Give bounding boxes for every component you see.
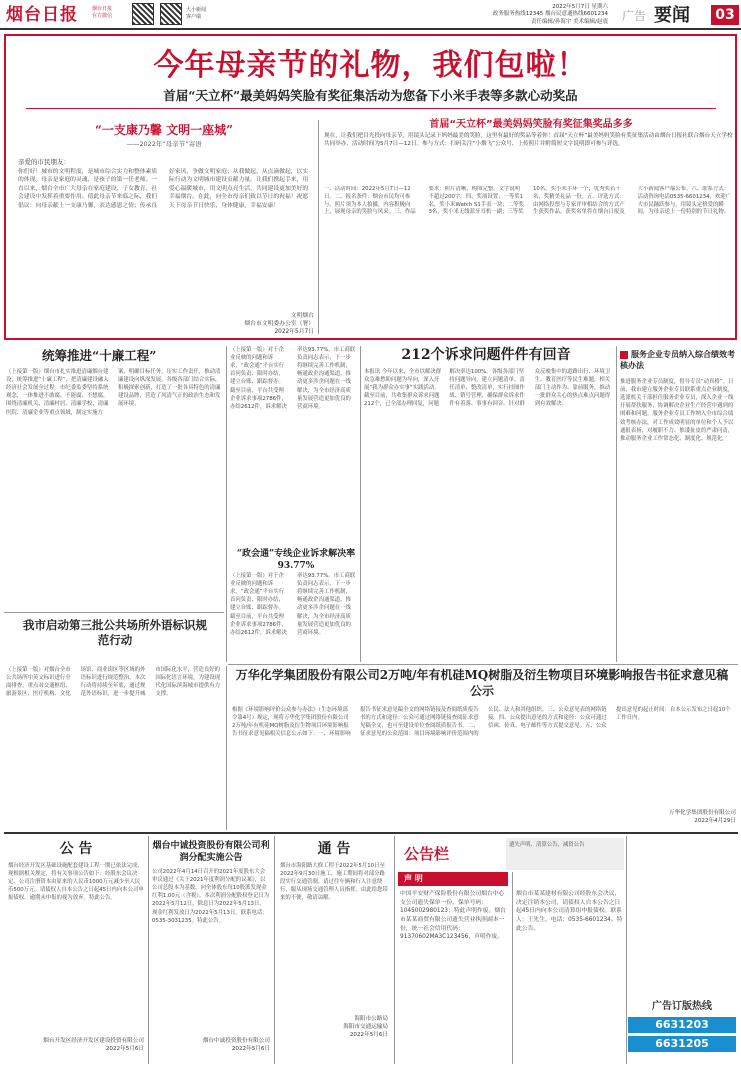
- notice-body: 烟台经济开发区基础设施配套建设工程一期已依法完成，现根据相关规定，将有关事项公告如下：经股东会议决定，公司注册资本由原来的人民币1000万元减少至人民币500万元。请债权人自本公告之日起45日内向本公司申报债权，逾期未申报的视为放弃。特此公告。: [8, 863, 144, 902]
- story-body: （上接第一版）对于企业反映的问题和诉求，“政会通”平台实行首问负责、限时办结，建立台账、跟踪督办。截至目前，平台共受理企业诉求事项2786件，办结2612件，诉求解决率达93.77%。市工商联负责同志表示，下一步将继续完善工作机制，畅通政企沟通渠道，推动更多涉企问题在一线解决，为全市经济高质量发展营造更加优良的营商环境。: [230, 347, 356, 410]
- divider: [4, 612, 224, 613]
- section-name: 要闻: [654, 5, 690, 26]
- hotline-number: 6631205: [628, 1036, 736, 1052]
- bullet-icon: [620, 351, 628, 359]
- declaration-header: 声 明: [398, 872, 508, 886]
- notice-body: 公司2022年4月14日召开的2021年度股东大会审议通过《关于2021年度利润分配的议案》，以公司总股本为基数，向全体股东每10股派发现金红利1.00元（含税）。本次利润分配股权登记日为2022年5月12日，除息日为2022年5月13日，现金红利发放日为2022年5月13日。联系电话：0535-3031235。特此公告。: [152, 869, 270, 924]
- announcement-signature: 万华化学集团股份有限公司 2022年4月29日: [668, 810, 736, 824]
- contest-intro: 现在，让我们把目光投向母亲节，用镜头记录下妈妈最美的笑脸。这里有最好的奖品等着你！首届“天立杯”最美妈妈笑脸有奖征集活动由烟台日报社联合烟台天立学校共同举办，活动时间为5月7日—12日。参与方式：扫码关注“小烟飞”公众号，上传照片并附简短文字说明即可参与评选。: [324, 133, 733, 148]
- divider: [616, 346, 617, 662]
- masthead: [0, 0, 741, 30]
- notice-body: 烟台市海阳路大修工程于2022年5月10日至2022年9月30日施工，施工期间将对部分路段实行交通管制。请过往车辆和行人注意绕行，服从现场交通管理人员指挥。由此给您带来的不便，敬请谅解。: [280, 863, 388, 902]
- newspaper-logo: 烟台日报: [6, 5, 78, 25]
- story-title: 我市启动第三批公共场所外语标识规范行动: [23, 618, 207, 647]
- divider: [26, 108, 716, 109]
- bulletin-subtitle: 遗失声明、清算公告、减资公告: [506, 838, 624, 870]
- ad-tag: 广告: [622, 9, 647, 23]
- contest-body: 一、活动时间：2022年5月7日—12日。二、报名条件：烟台市民均可参与，照片须为本人拍摄，内容积极向上，展现母亲的笑脸与风采。三、作品要求：照片清晰，构图完整，文字说明不超过200字。四、奖项设置：一等奖1名，奖小米Watch S1手表一块；二等奖3名，奖小米无线蓝牙耳机一副；三等奖10名，奖小米手环一个；优秀奖若干名，奖精美礼品一份。五、评选方式：由网络投票与专家评审相结合的方式产生获奖作品，获奖名单将在烟台日报及大小新闻客户端公布。六、联系方式：活动咨询电话0535-6601234，欢迎广大市民踊跃参与，用镜头定格爱的瞬间，为母亲送上一份特别的节日礼物。: [324, 186, 732, 216]
- story-body: 推进服务企业专员制度，督导专员“动真格”。日前，我市建立服务企业专员联系重点企业制度，选派机关干部担任服务企业专员，深入企业一线开展帮扶服务，协调解决企业生产经营中遇到的困难和问题。服务企业专员工作纳入全市综合绩效考核办法，对工作成效明显的单位和个人予以通报表扬，对履职不力、推诿扯皮的严肃问责，推动服务企业工作常态化、制度化、规范化。: [620, 379, 734, 442]
- bulletin-title: 公告栏: [404, 845, 450, 863]
- story-body: （上接第一版）对烟台全市公共场所中英文标识进行全面排查，重点对交通枢纽、旅游景区、医疗机构、文化场馆、商业街区等区域的外语标识进行规范整治。本次行动将持续至年底，通过规范外语标识，进一步提升城市国际化水平，营造良好的国际化语言环境，为建设现代化国际滨海城市提供有力支撑。: [6, 667, 221, 698]
- poem-title: “一支康乃馨 文明一座城”: [95, 123, 233, 137]
- declaration-body: 中国平安财产保险股份有限公司烟台中心支公司遗失保单一份，保单号码：1045002980123；特此声明作废。烟台市某某商贸有限公司遗失营业执照副本一份，统一社会信用代码：91370602MA3C123456，声明作废。: [400, 891, 506, 941]
- poem-signature: 文明烟台 烟台市文明委办公室（署） 2022年5月7日: [244, 313, 314, 336]
- page-number: 03: [711, 5, 739, 25]
- story-body: 本报讯 今年以来，全市以解决群众急难愁盼问题为导向，深入开展“我为群众办实事”实践活动。截至目前，共收集群众诉求问题212个，已全部办理回复，问题解决率达100%。各级各部门坚持问题导向，建立问题清单、责任清单、整改清单，实行挂图作战、销号管理，确保群众诉求件件有着落、事事有回音。针对群众反映集中的道路出行、环境卫生、教育医疗等民生难题，相关部门主动作为、靠前服务，推动一批群众关心的热点难点问题得到有效解决。: [364, 369, 611, 408]
- qr-code-icon: [160, 3, 182, 25]
- story-body: （上接第一版）对于企业反映的问题和诉求，“政会通”平台实行首问负责、限时办结，建立台账、跟踪督办。截至目前，平台共受理企业诉求事项2786件，办结2612件，诉求解决率达93.77%。市工商联负责同志表示，下一步将继续完善工作机制，畅通政企沟通渠道，推动更多涉企问题在一线解决，为全市经济高质量发展营造更加优良的营商环境。: [230, 573, 356, 636]
- story-title: “政会通”专线企业诉求解决率93.77%: [236, 549, 356, 572]
- date-block: 2022年5月7日 星期六 政务服务热线12345 烟台民意通热线6601234 责任编辑/孙海宇 美术编辑/赵震: [492, 4, 608, 25]
- divider: [274, 836, 275, 1064]
- divider: [148, 836, 149, 1064]
- notice-title: 烟台中诚投资股份有限公司利润分配实施公告: [152, 841, 270, 864]
- hotline-label: 广告订版热线: [652, 1001, 712, 1012]
- notice-title: 公 告: [59, 841, 93, 857]
- story-title: 服务企业专员纳入综合绩效考核办法: [620, 350, 735, 370]
- story-body: （上接第一版）烟台市扎实推进清廉烟台建设，统筹推进“十廉工程”，把清廉建设融入经济社会发展全过程。市纪委监委坚持系统观念，一体推进不敢腐、不能腐、不想腐，围绕清廉机关、清廉村居、清廉学校、清廉医院、清廉企业等重点领域，制定实施方案，明确目标任务，压实工作责任，推动清廉建设向纵深发展。各级各部门结合实际，积极探索创新，打造了一批各具特色的清廉建设品牌，营造了风清气正的政治生态和发展环境。: [6, 369, 221, 416]
- divider: [626, 836, 627, 1064]
- divider: [228, 664, 738, 665]
- notice-title: 通 告: [317, 841, 351, 857]
- poem-body: 你们好！城市的文明程度，是城市综合实力和整体素质的体现。母亲是家庭的灵魂，是孩子的第一任老师。一直以来，烟台全市广大母亲在家庭建设、子女教育、社会建设中发挥着重要作用。值此母亲节来临之际，我们倡议：向母亲献上一支康乃馨，表达感恩之情；传承良好家风，争做文明家庭；从我做起，从点滴做起，以实际行动为文明城市建设贡献力量。让我们携起手来，用爱心温暖城市，用文明点亮生活，共同建设更加美好的幸福烟台。在此，向全市母亲们致以节日的祝福！祝愿天下母亲节日快乐，身体健康，幸福安康！: [18, 169, 309, 209]
- ad-hotline: [628, 1000, 736, 1052]
- hotline-number: 6631203: [628, 1017, 736, 1033]
- divider: [360, 346, 361, 662]
- announcement-title: 万华化学集团股份有限公司2万吨/年有机硅MQ树脂及衍生物项目环境影响报告书征求意见稿公示: [235, 668, 729, 698]
- story-title: 统筹推进“十廉工程”: [42, 348, 157, 363]
- mothers-day-feature: [4, 34, 737, 340]
- poem-subtitle: ——2022年“母亲节”寄语: [126, 140, 202, 148]
- poem-greeting: 亲爱的市民朋友：: [18, 158, 70, 166]
- feature-subtitle: 首届“天立杯”最美妈妈笑脸有奖征集活动为您备下小米手表等多款心动奖品: [163, 88, 578, 103]
- app-qr-label: 大小新闻 客户端: [186, 7, 207, 20]
- qr-code-icon: [132, 3, 154, 25]
- contest-title: 首届“天立杯”最美妈妈笑脸有奖征集奖品多多: [429, 119, 633, 130]
- notice-signature: 烟台开发区经济开发区建设投资有限公司 2022年5月6日: [43, 1038, 144, 1052]
- divider: [226, 666, 227, 830]
- divider: [394, 836, 395, 1064]
- logo-subtitle: 烟台日报 官方微信: [92, 6, 113, 19]
- feature-title: 今年母亲节的礼物，我们包啦！: [153, 48, 588, 83]
- story-title: 212个诉求问题件件有回音: [401, 347, 571, 363]
- bulletin-banner: [398, 838, 508, 870]
- divider: [318, 120, 319, 334]
- liquidation-body: 烟台市某某建材有限公司经股东会决议，决定注销本公司，请债权人自本公告之日起45日内向本公司清算组申报债权。联系人：王先生，电话：0535-6601234。特此公告。: [516, 891, 623, 932]
- divider: [226, 346, 227, 662]
- notice-signature: 烟台中诚投资股份有限公司 2022年5月6日: [202, 1038, 270, 1052]
- divider: [4, 832, 738, 834]
- divider: [512, 872, 513, 1064]
- announcement-body: 根据《环境影响评价公众参与办法》（生态环境部令第4号）规定，现将万华化学集团股份有限公司2万吨/年有机硅MQ树脂及衍生物项目环境影响报告书征求意见稿相关信息公示如下：一、环境影响报告书征求意见稿全文的网络链接及查阅纸质报告书的方式和途径：公众可通过网络链接查阅征求意见稿全文，也可至建设单位查阅纸质报告书。二、征求意见的公众范围：项目环境影响评价范围内的公民、法人和其他组织。三、公众意见表的网络链接。四、公众提出意见的方式和途径：公众可通过信函、传真、电子邮件等方式提交意见。五、公众提出意见的起止时间：自本公示发布之日起10个工作日内。: [232, 707, 731, 738]
- poem-section: [14, 118, 314, 336]
- notice-signature: 海阳市公路局 海阳市交通运输局 2022年5月6日: [343, 1016, 388, 1038]
